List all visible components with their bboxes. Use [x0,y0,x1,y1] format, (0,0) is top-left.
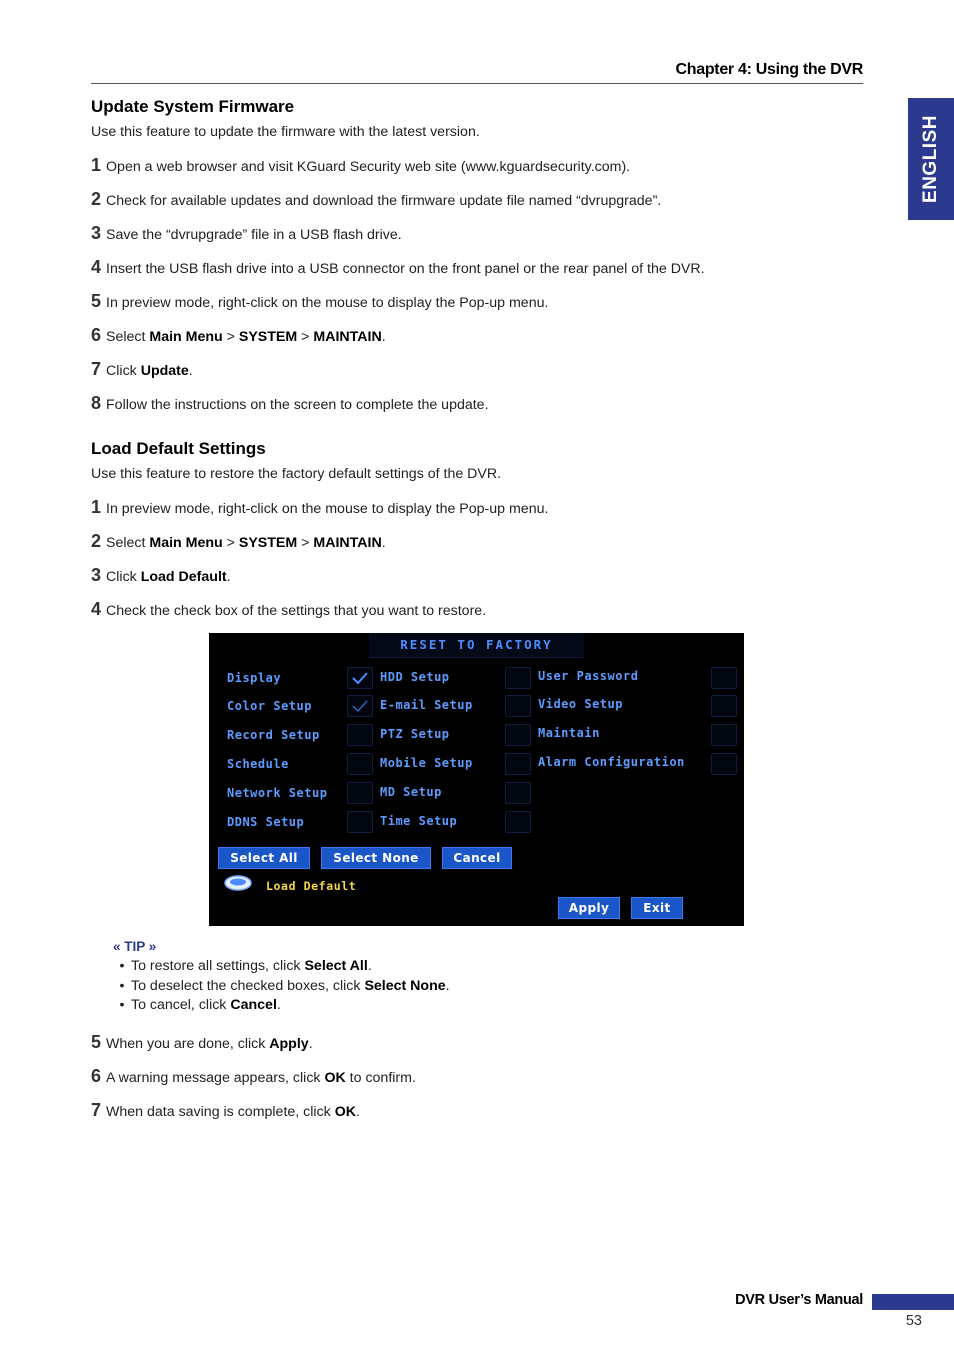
step-number: 3 [91,565,102,585]
step-text-end: . [308,1036,313,1052]
step-text-end: . [381,535,386,551]
tip-keyword: Cancel [230,997,277,1014]
extra-checkbox[interactable] [505,811,531,833]
load-default-icon [223,873,253,893]
cancel-button[interactable]: Cancel [442,847,512,869]
step-text-end: . [226,569,231,585]
firmware-step [91,223,402,244]
step-number: 8 [91,393,102,413]
checkmark-icon [352,699,368,713]
step-text-end: . [188,363,193,379]
step-text: Insert the USB flash drive into a USB connector on the front panel or the rear panel of the DVR. [106,261,705,277]
chapter-header: Chapter 4: Using the DVR [675,61,863,78]
hdd-setup-checkbox[interactable] [347,667,373,689]
menu-path-system: SYSTEM [238,535,298,551]
option-display: Display [227,671,282,685]
load-default-section-title: Load Default Settings [91,439,266,458]
step-number: 6 [91,1066,102,1086]
md-setup-checkbox[interactable] [347,782,373,804]
option-maintain: Maintain [538,726,600,740]
step-text: A warning message appears, click [106,1070,325,1086]
load-default-intro: Use this feature to restore the factory default settings of the DVR. [91,466,502,482]
step-text: When you are done, click [106,1036,270,1052]
step-number: 5 [91,1032,102,1052]
step-number: 2 [91,189,102,209]
load-default-step [91,497,548,518]
ptz-setup-checkbox[interactable] [347,724,373,746]
extra-checkbox[interactable] [505,782,531,804]
step-text-end: to confirm. [345,1070,416,1086]
step-text-end: . [355,1104,360,1120]
step-number: 6 [91,325,102,345]
tip-text: To restore all settings, click [131,958,305,974]
path-separator: > [297,329,314,345]
page-number: 53 [905,1313,922,1329]
option-ptz-setup: PTZ Setup [380,727,450,741]
menu-path-maintain: MAINTAIN [313,329,382,345]
load-default-step [91,599,486,620]
language-tab-label: ENGLISH [920,115,941,203]
apply-keyword: Apply [269,1036,309,1052]
step-text: Check for available updates and download the firmware update file named “dvrupgrade”. [106,193,662,209]
checkmark-icon [352,671,368,685]
load-default-step [91,1066,416,1087]
bullet: • [119,958,125,974]
option-video-setup: Video Setup [538,697,623,711]
firmware-section-title: Update System Firmware [91,97,295,116]
load-default-step [91,531,386,552]
option-time-setup: Time Setup [380,814,458,828]
option-schedule: Schedule [227,757,289,771]
option-ddns-setup: DDNS Setup [227,815,305,829]
step-number: 2 [91,531,102,551]
menu-path-main-menu: Main Menu [149,535,223,551]
option-user-password: User Password [538,669,639,683]
path-separator: > [297,535,314,551]
tip-text-end: . [276,997,281,1014]
load-default-step [91,1100,360,1121]
option-record-setup: Record Setup [227,728,320,742]
exit-button[interactable]: Exit [631,897,683,919]
apply-button[interactable]: Apply [558,897,620,919]
step-number: 5 [91,291,102,311]
load-default-keyword: Load Default [140,569,227,585]
dvr-screen-title: RESET TO FACTORY [400,637,553,652]
user-password-checkbox[interactable] [505,667,531,689]
column4-checkbox[interactable] [711,753,737,775]
step-text: Select [106,535,150,551]
update-keyword: Update [140,363,189,379]
firmware-intro: Use this feature to update the firmware with the latest version. [91,124,480,140]
firmware-step [91,325,386,346]
step-number: 4 [91,257,102,277]
tip-item [113,958,450,978]
firmware-step [91,257,705,278]
tip-list [113,958,450,1017]
tip-keyword: Select All [304,958,368,974]
menu-path-main-menu: Main Menu [149,329,223,345]
tip-item [113,978,450,998]
step-text-end: . [381,329,386,345]
path-separator: > [222,329,239,345]
reset-to-factory-screenshot [209,633,744,926]
menu-path-system: SYSTEM [238,329,298,345]
ok-keyword: OK [334,1104,356,1120]
option-hdd-setup: HDD Setup [380,670,450,684]
bullet: • [119,977,125,994]
step-text: Select [106,329,150,345]
footer-manual-title: DVR User’s Manual [735,1292,863,1308]
column4-checkbox[interactable] [711,724,737,746]
footer-bar [872,1294,954,1310]
load-default-step [91,565,231,586]
option-email-setup: E-mail Setup [380,698,473,712]
tip-text-end: . [367,958,372,974]
ok-keyword: OK [324,1070,346,1086]
step-text: Open a web browser and visit KGuard Security web site (www.kguardsecurity.com). [106,159,631,175]
tip-text-end: . [445,977,450,994]
column4-checkbox[interactable] [711,667,737,689]
option-network-setup: Network Setup [227,786,328,800]
option-alarm-configuration: Alarm Configuration [538,755,685,769]
column4-checkbox[interactable] [711,695,737,717]
language-tab [908,98,954,220]
step-number: 7 [91,1100,102,1120]
firmware-step [91,291,548,312]
email-setup-checkbox[interactable] [347,695,373,717]
video-setup-checkbox[interactable] [505,695,531,717]
step-text: Check the check box of the settings that you want to restore. [106,603,487,619]
tip-item [113,997,450,1017]
step-text: Click [106,363,141,379]
step-text: When data saving is complete, click [106,1104,335,1120]
firmware-step [91,155,630,176]
firmware-step [91,189,661,210]
select-none-button[interactable]: Select None [321,847,431,869]
option-color-setup: Color Setup [227,699,312,713]
step-number: 3 [91,223,102,243]
step-text: In preview mode, right-click on the mouse to display the Pop-up menu. [106,295,549,311]
menu-path-maintain: MAINTAIN [313,535,382,551]
maintain-checkbox[interactable] [505,724,531,746]
option-md-setup: MD Setup [380,785,442,799]
step-text: Follow the instructions on the screen to complete the update. [106,397,489,413]
tip-heading: « TIP » [113,939,157,954]
step-number: 1 [91,155,102,175]
select-all-button[interactable]: Select All [218,847,310,869]
step-text: In preview mode, right-click on the mouse to display the Pop-up menu. [106,501,549,517]
header-rule [91,83,863,84]
firmware-step [91,359,193,380]
load-default-step [91,1032,313,1053]
tip-text: To cancel, click [131,997,231,1014]
firmware-step [91,393,489,414]
path-separator: > [222,535,239,551]
step-number: 1 [91,497,102,517]
tip-text: To deselect the checked boxes, click [131,977,365,994]
option-mobile-setup: Mobile Setup [380,756,473,770]
mobile-setup-checkbox[interactable] [347,753,373,775]
step-number: 7 [91,359,102,379]
tip-keyword: Select None [364,977,446,994]
step-text: Click [106,569,141,585]
step-number: 4 [91,599,102,619]
alarm-configuration-checkbox[interactable] [505,753,531,775]
step-text: Save the “dvrupgrade” file in a USB flash drive. [106,227,402,243]
time-setup-checkbox[interactable] [347,811,373,833]
bullet: • [119,997,125,1014]
load-default-label[interactable]: Load Default [266,879,357,893]
